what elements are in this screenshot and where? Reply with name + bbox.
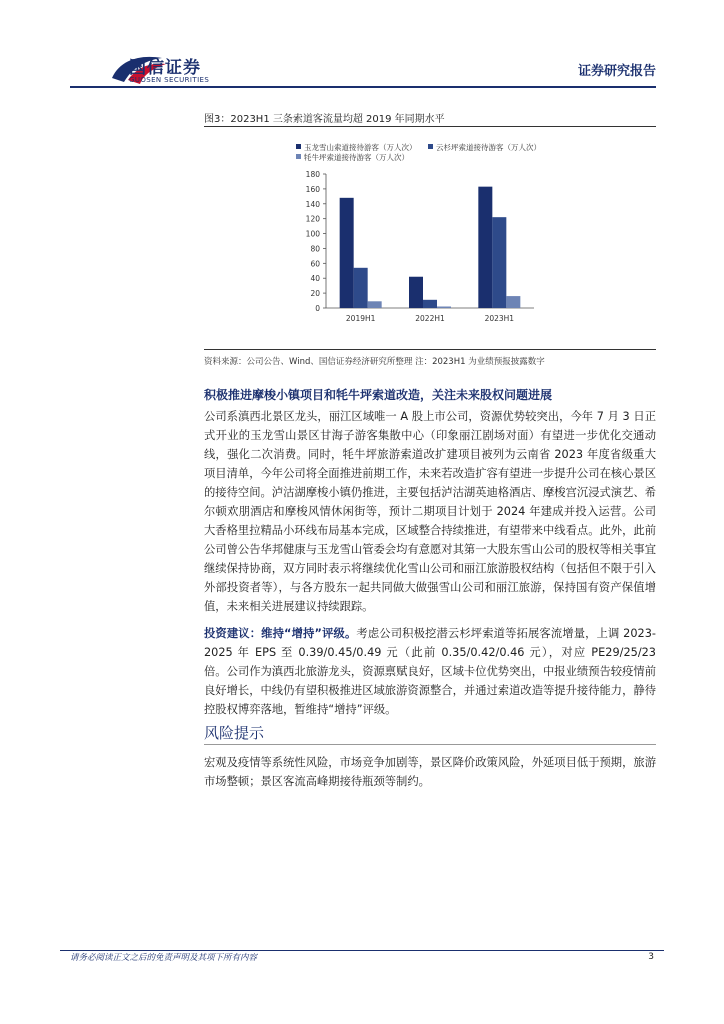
- x-tick-label-0: 2019H1: [345, 314, 376, 323]
- y-tick-label-6: 120: [305, 214, 320, 224]
- y-tick-label-0: 0: [315, 304, 320, 313]
- bar-2022H1-s0: [409, 277, 423, 308]
- risk-body: 宏观及疫情等系统性风险，市场竞争加剧等，景区降价政策风险，外延项目低于预期，旅游市场整顿；景区客流高峰期接待瓶颈等制约。: [204, 756, 656, 788]
- y-tick-label-7: 140: [305, 199, 320, 209]
- y-tick-label-9: 180: [305, 170, 320, 179]
- bar-2023H1-s1: [492, 217, 506, 308]
- investment-advice-body: 考虑公司积极挖潜云杉坪索道等拓展客流增量，上调 2023-2025 年 EPS 至 0.39/0.45/0.49 元（此前 0.35/0.42/0.46 元），对应 PE29/25/23 倍。公司作为滇西北旅游龙头，资源禀赋良好，区域卡位优势突出，中报业绩预告较疫情前良好增长，中线仍有望积极推进区域旅游资源整合，并通过索道改造等提升接待能力，静待控股权博弈落地，暂维持“增持”评级。: [204, 627, 657, 716]
- investment-advice-lead: 投资建议：维持“增持”评级。: [204, 627, 357, 640]
- y-tick-label-4: 80: [310, 244, 320, 254]
- section-body-project: 公司系滇西北景区龙头，丽江区域唯一 A 股上市公司，资源优势较突出，今年 7 月 3 日正式开业的玉龙雪山景区甘海子游客集散中心（印象丽江剧场对面）有望进一步优化交通动线，强化二次消费。同时，牦牛坪旅游索道改扩建项目被列为云南省 2023 年度省级重大项目清单，今年公司将全面推进前期工作，未来若改造扩容有望进一步提升公司在核心景区的接待空间。泸沽湖摩梭小镇仍推进，主要包括泸沽湖英迪格酒店、摩梭宫沉浸式演艺、希尔顿欢朋酒店和摩梭风情休闲街等，预计二期项目计划于 2024 年建成并投入运营。公司大香格里拉精品小环线布局基本完成，区域整合持续推进，有望带来中线看点。此外，此前公司曾公告华邦健康与玉龙雪山管委会均有意愿对其第一大股东雪山公司的股权等相关事宜继续保持协商，双方同时表示将继续优化雪山公司和丽江旅游股权结构（包括但不限于引入外部投资者等），与各方股东一起共同做大做强雪山公司和丽江旅游，保持国有资产保值增值，未来相关进展建议持续跟踪。: [204, 410, 656, 613]
- section-heading-project: 积极推进摩梭小镇项目和牦牛坪索道改造，关注未来股权问题进展: [204, 388, 553, 402]
- header-divider: [70, 86, 656, 88]
- x-tick-label-1: 2022H1: [415, 314, 445, 323]
- legend-label-1: 云杉坪索道接待游客（万人次）: [436, 143, 541, 152]
- bar-2023H1-s2: [506, 296, 520, 308]
- legend-label-2: 牦牛坪索道接待游客（万人次）: [304, 153, 409, 162]
- y-tick-label-1: 20: [310, 289, 320, 299]
- page-number: 3: [648, 952, 654, 962]
- bar-2019H1-s2: [368, 301, 382, 308]
- legend-swatch-1: [428, 144, 433, 149]
- bar-2022H1-s2: [437, 307, 451, 308]
- figure-bottom-rule: [204, 349, 656, 350]
- y-tick-label-3: 60: [310, 259, 320, 269]
- y-tick-label-2: 40: [310, 274, 320, 284]
- bar-2023H1-s0: [478, 187, 492, 308]
- investment-advice-paragraph: [204, 624, 656, 719]
- figure-top-rule: [204, 126, 656, 127]
- y-tick-label-5: 100: [305, 229, 320, 239]
- chart-bars: [340, 187, 521, 308]
- risk-divider: [204, 744, 656, 745]
- legend-swatch-2: [296, 154, 301, 159]
- logo-text-en: GUOSEN SECURITIES: [129, 76, 210, 84]
- bar-2019H1-s0: [340, 198, 354, 308]
- risk-title: 风险提示: [204, 724, 265, 742]
- x-tick-label-2: 2023H1: [484, 314, 515, 323]
- footer-disclaimer: 请务必阅读正文之后的免责声明及其项下所有内容: [70, 953, 258, 963]
- bar-chart: [204, 130, 564, 345]
- y-tick-label-8: 160: [305, 184, 320, 194]
- logo-text-cn: 国信证券: [129, 58, 201, 78]
- bar-2022H1-s1: [423, 300, 437, 308]
- figure-title: 图3：2023H1 三条索道客流量均超 2019 年同期水平: [204, 114, 445, 125]
- figure-source-note: 资料来源：公司公告、Wind、国信证券经济研究所整理 注：2023H1 为业绩预报披露数字: [204, 357, 545, 367]
- legend-swatch-0: [296, 144, 301, 149]
- bar-2019H1-s1: [354, 268, 368, 308]
- chart-legend: [296, 142, 541, 162]
- report-type-label: 证券研究报告: [577, 64, 656, 79]
- legend-label-0: 玉龙雪山索道接待游客（万人次）: [304, 143, 417, 152]
